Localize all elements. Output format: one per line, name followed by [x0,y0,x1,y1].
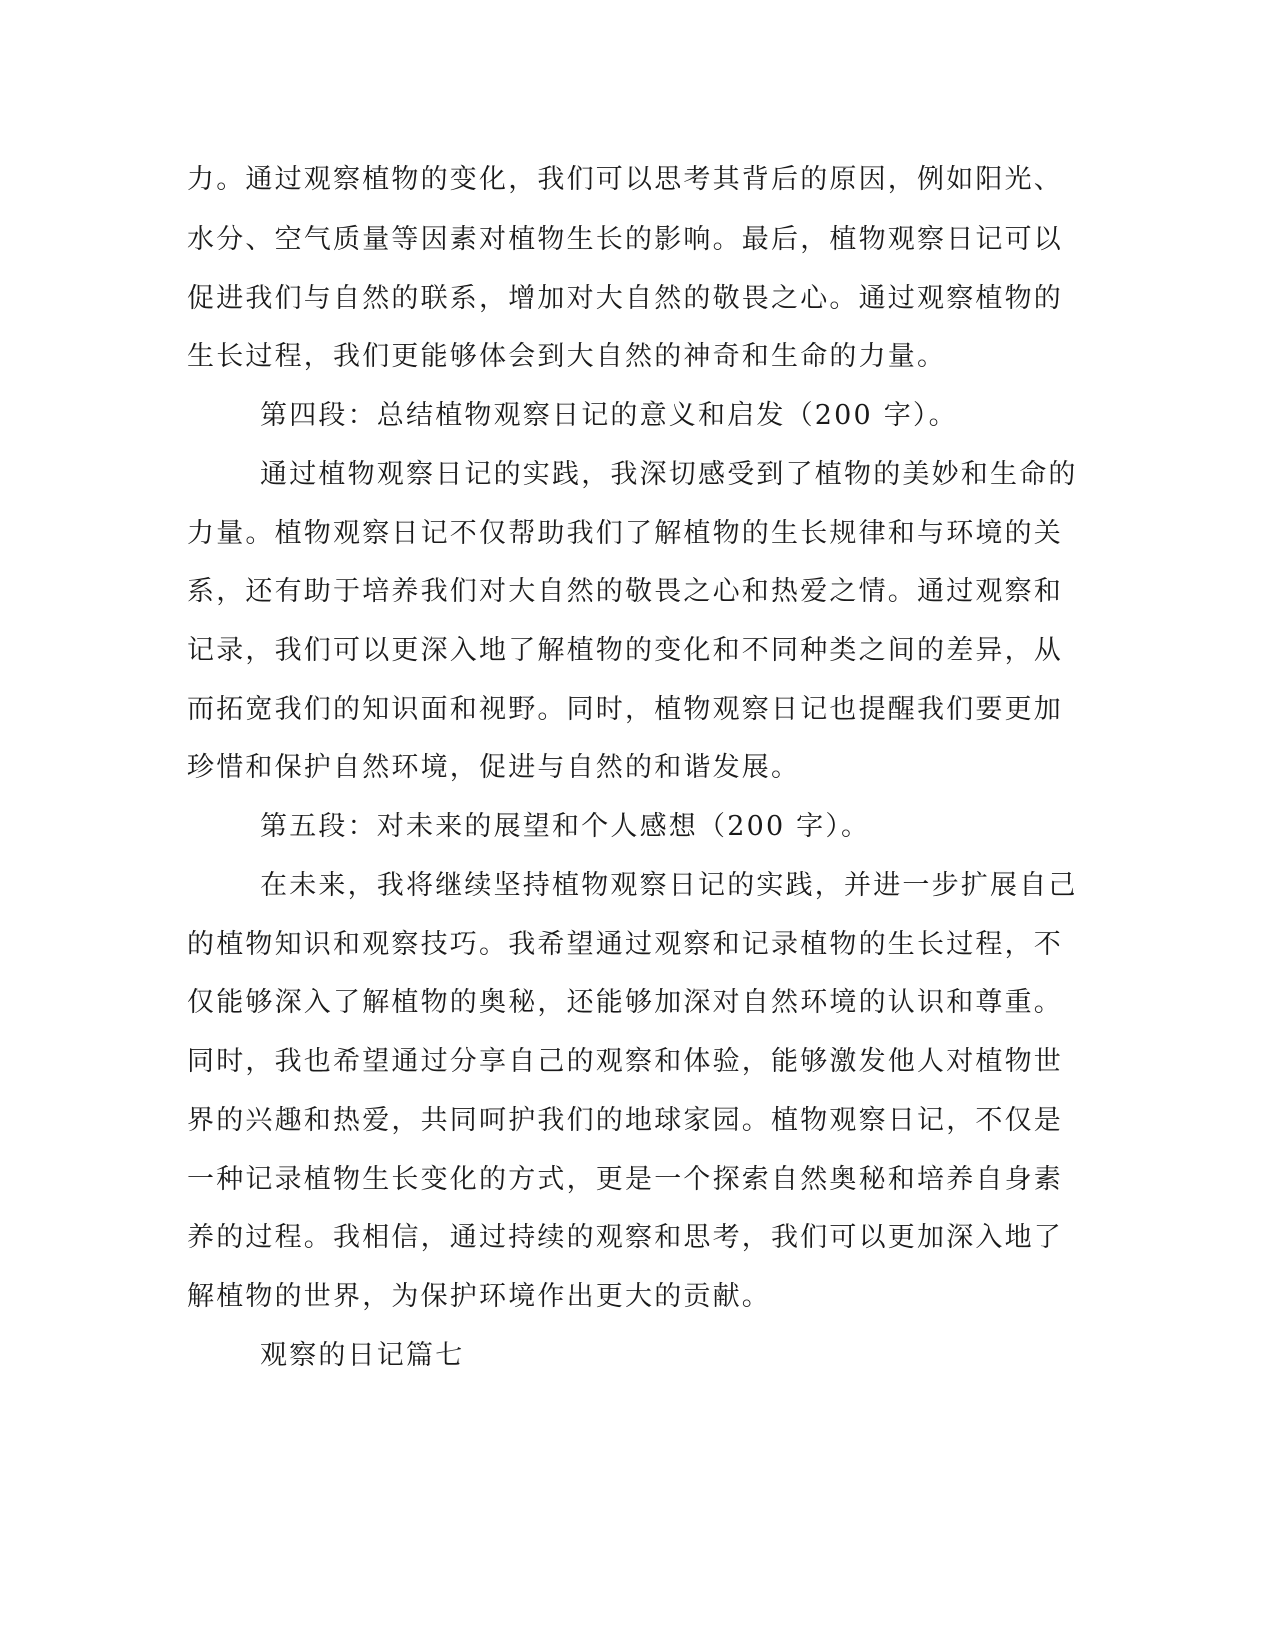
section-heading-4: 第四段：总结植物观察日记的意义和启发（200 字）。 [260,400,958,431]
text-line-8: 系，还有助于培养我们对大自然的敬畏之心和热爱之情。通过观察和 [187,576,1063,607]
text-line-20: 解植物的世界，为保护环境作出更大的贡献。 [187,1281,771,1312]
section-heading-5: 第五段：对未来的展望和个人感想（200 字）。 [260,811,871,842]
text-line-2: 水分、空气质量等因素对植物生长的影响。最后，植物观察日记可以 [187,224,1063,255]
text-line-13: 在未来，我将继续坚持植物观察日记的实践，并进一步扩展自己 [260,870,1078,901]
text-line-14: 的植物知识和观察技巧。我希望通过观察和记录植物的生长过程，不 [187,929,1063,960]
text-line-7: 力量。植物观察日记不仅帮助我们了解植物的生长规律和与环境的关 [187,518,1063,549]
text-line-9: 记录，我们可以更深入地了解植物的变化和不同种类之间的差异，从 [187,635,1063,666]
text-line-19: 养的过程。我相信，通过持续的观察和思考，我们可以更加深入地了 [187,1222,1063,1253]
text-line-17: 界的兴趣和热爱，共同呵护我们的地球家园。植物观察日记，不仅是 [187,1105,1063,1136]
text-line-15: 仅能够深入了解植物的奥秘，还能够加深对自然环境的认识和尊重。 [187,987,1063,1018]
text-line-11: 珍惜和保护自然环境，促进与自然的和谐发展。 [187,752,801,783]
text-line-6: 通过植物观察日记的实践，我深切感受到了植物的美妙和生命的 [260,459,1078,490]
text-line-1: 力。通过观察植物的变化，我们可以思考其背后的原因，例如阳光、 [187,164,1063,195]
text-line-18: 一种记录植物生长变化的方式，更是一个探索自然奥秘和培养自身素 [187,1164,1063,1195]
text-line-3: 促进我们与自然的联系，增加对大自然的敬畏之心。通过观察植物的 [187,283,1063,314]
text-line-4: 生长过程，我们更能够体会到大自然的神奇和生命的力量。 [187,341,947,372]
text-line-16: 同时，我也希望通过分享自己的观察和体验，能够激发他人对植物世 [187,1046,1063,1077]
text-line-10: 而拓宽我们的知识面和视野。同时，植物观察日记也提醒我们要更加 [187,694,1063,725]
article-title: 观察的日记篇七 [260,1340,465,1371]
